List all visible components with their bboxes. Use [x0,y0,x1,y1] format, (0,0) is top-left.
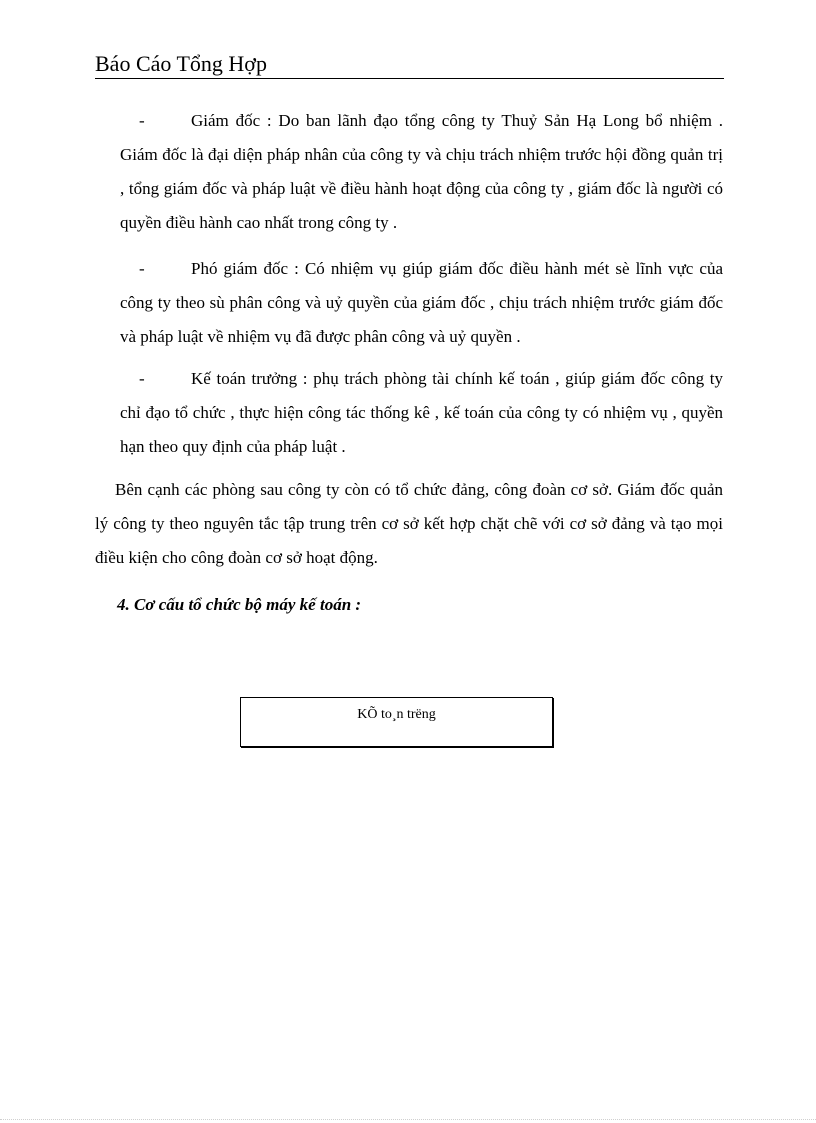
bullet-deputy-director: Phó giám đốc : Có nhiệm vụ giúp giám đốc điều hành mét sè lĩnh vực của công ty theo sù phân công và uỷ quyền của giám đốc , chịu trách nhiệm trước giám đốc và pháp luật về nhiệm vụ đã được phân công và uỷ quyền . [120,259,723,346]
bullet-chief-accountant: Kế toán trưởng : phụ trách phòng tài chính kế toán , giúp giám đốc công ty chỉ đạo tổ chức , thực hiện công tác thống kê , kế toán của công ty có nhiệm vụ , quyền hạn theo quy định của pháp luật . [120,369,723,456]
header-title: Báo Cáo Tổng Hợp [95,51,267,76]
bullet-marker: - [139,369,145,388]
org-chart-box-label: KÕ to¸n trëng [357,707,436,722]
header-rule [95,78,724,79]
section-heading: 4. Cơ cấu tổ chức bộ máy kế toán : [117,595,362,614]
bullet-marker: - [139,259,145,278]
org-chart-box [240,697,553,747]
page-bottom-border [0,1119,816,1120]
body-paragraph: Bên cạnh các phòng sau công ty còn có tổ chức đảng, công đoàn cơ sở. Giám đốc quản lý công ty theo nguyên tắc tập trung trên cơ sở kết hợp chặt chẽ với cơ sở đảng và tạo mọi điều kiện cho công đoàn cơ sở hoạt động. [95,480,723,567]
bullet-director: Giám đốc : Do ban lãnh đạo tổng công ty Thuỷ Sản Hạ Long bổ nhiệm . Giám đốc là đại diện pháp nhân của công ty và chịu trách nhiệm trước hội đồng quản trị , tổng giám đốc và pháp luật về điều hành hoạt động của công ty , giám đốc là người có quyền điều hành cao nhất trong công ty . [120,111,723,232]
bullet-marker: - [139,111,145,130]
